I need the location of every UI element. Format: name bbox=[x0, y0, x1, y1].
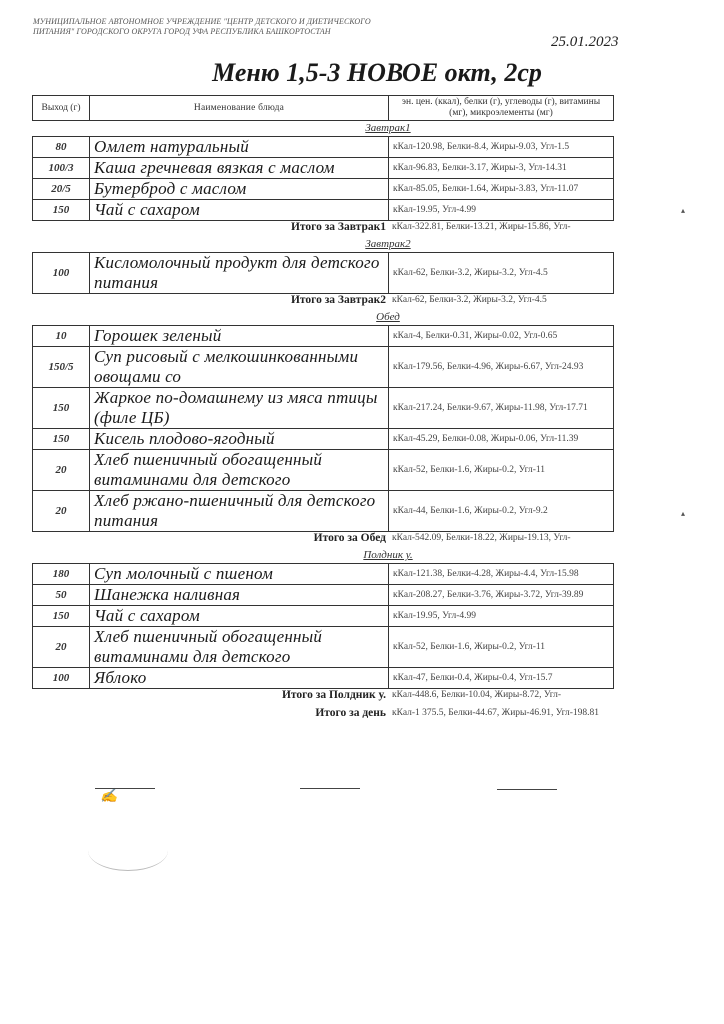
column-header-row bbox=[33, 96, 614, 121]
menu-item-row bbox=[33, 585, 614, 606]
page-title: Меню 1,5-3 НОВОЕ окт, 2ср bbox=[212, 58, 542, 87]
menu-item-dish: Чай с сахаром bbox=[90, 200, 389, 221]
menu-item-nutrition: кКал-52, Белки-1.6, Жиры-0.2, Угл-11 bbox=[389, 627, 614, 668]
signature-line-2 bbox=[300, 788, 360, 789]
menu-item-nutrition: кКал-4, Белки-0.31, Жиры-0.02, Угл-0.65 bbox=[389, 326, 614, 347]
menu-item-row bbox=[33, 179, 614, 200]
column-header-yield: Выход (г) bbox=[33, 96, 90, 121]
organization-name: МУНИЦИПАЛЬНОЕ АВТОНОМНОЕ УЧРЕЖДЕНИЕ "ЦЕНТР ДЕТСКОГО И ДИЕТИЧЕСКОГО ПИТАНИЯ" ГОРОДСКОГО ОКРУГА ГОРОД УФА РЕСПУБЛИКА БАШКОРТОСТАН bbox=[33, 17, 371, 36]
meal-total-row bbox=[32, 294, 614, 310]
column-header-dish: Наименование блюда bbox=[90, 96, 389, 121]
stamp-arc bbox=[88, 830, 168, 871]
menu-item-yield: 150 bbox=[33, 388, 90, 429]
menu-item-dish: Хлеб пшеничный обогащенный витаминами для детского bbox=[90, 450, 389, 491]
menu-item-yield: 150/5 bbox=[33, 347, 90, 388]
menu-item-row bbox=[33, 491, 614, 532]
meal-section-title: Полдник у. bbox=[363, 549, 413, 561]
meals-container bbox=[32, 121, 614, 705]
menu-item-nutrition: кКал-121.38, Белки-4.28, Жиры-4.4, Угл-15.98 bbox=[389, 564, 614, 585]
meal-section-title: Завтрак2 bbox=[365, 238, 411, 250]
meal-total-row bbox=[32, 221, 614, 237]
meal-table bbox=[32, 325, 614, 532]
menu-item-dish: Каша гречневая вязкая с маслом bbox=[90, 158, 389, 179]
menu-item-nutrition: кКал-208.27, Белки-3.76, Жиры-3.72, Угл-39.89 bbox=[389, 585, 614, 606]
menu-item-nutrition: кКал-47, Белки-0.4, Жиры-0.4, Угл-15.7 bbox=[389, 668, 614, 689]
menu-item-nutrition: кКал-217.24, Белки-9.67, Жиры-11.98, Угл-17.71 bbox=[389, 388, 614, 429]
menu-item-yield: 100/3 bbox=[33, 158, 90, 179]
menu-item-nutrition: кКал-85.05, Белки-1.64, Жиры-3.83, Угл-11.07 bbox=[389, 179, 614, 200]
day-total-row bbox=[32, 707, 614, 723]
menu-item-yield: 150 bbox=[33, 606, 90, 627]
menu-item-nutrition: кКал-44, Белки-1.6, Жиры-0.2, Угл-9.2 bbox=[389, 491, 614, 532]
meal-total-label: Итого за Завтрак2 bbox=[290, 294, 386, 306]
meal-section-title: Завтрак1 bbox=[365, 122, 411, 134]
menu-item-dish: Горошек зеленый bbox=[90, 326, 389, 347]
menu-item-yield: 150 bbox=[33, 200, 90, 221]
meal-total-row bbox=[32, 532, 614, 548]
scan-mark: ▴ bbox=[681, 206, 686, 215]
menu-item-row bbox=[33, 606, 614, 627]
menu-item-row bbox=[33, 564, 614, 585]
day-total-value: кКал-1 375.5, Белки-44.67, Жиры-46.91, Угл-198.81 bbox=[392, 708, 600, 718]
menu-item-dish: Суп рисовый с мелкошинкованными овощами со bbox=[90, 347, 389, 388]
menu-item-dish: Кисель плодово-ягодный bbox=[90, 429, 389, 450]
signature-line-3 bbox=[497, 789, 557, 790]
scan-mark: ▴ bbox=[681, 509, 686, 518]
menu-item-dish: Кисломолочный продукт для детского питания bbox=[90, 253, 389, 294]
menu-item-yield: 100 bbox=[33, 668, 90, 689]
meal-total-label: Итого за Завтрак1 bbox=[290, 221, 386, 233]
column-header-nutrition: эн. цен. (ккал), белки (г), углеводы (г), витамины (мг), микроэлементы (мг) bbox=[389, 96, 614, 121]
menu-item-row bbox=[33, 158, 614, 179]
menu-item-nutrition: кКал-45.29, Белки-0.08, Жиры-0.06, Угл-11.39 bbox=[389, 429, 614, 450]
menu-item-dish: Суп молочный с пшеном bbox=[90, 564, 389, 585]
menu-item-yield: 180 bbox=[33, 564, 90, 585]
menu-item-dish: Хлеб пшеничный обогащенный витаминами для детского bbox=[90, 627, 389, 668]
menu-item-row bbox=[33, 388, 614, 429]
menu-item-row bbox=[33, 253, 614, 294]
menu-item-yield: 150 bbox=[33, 429, 90, 450]
menu-item-nutrition: кКал-52, Белки-1.6, Жиры-0.2, Угл-11 bbox=[389, 450, 614, 491]
menu-item-yield: 20/5 bbox=[33, 179, 90, 200]
document-date: 25.01.2023 bbox=[551, 34, 619, 50]
menu-item-yield: 50 bbox=[33, 585, 90, 606]
meal-total-value: кКал-542.09, Белки-18.22, Жиры-19.13, Угл- bbox=[392, 533, 571, 543]
menu-item-dish: Бутерброд с маслом bbox=[90, 179, 389, 200]
menu-item-row bbox=[33, 326, 614, 347]
menu-item-nutrition: кКал-19.95, Угл-4.99 bbox=[389, 606, 614, 627]
meal-total-value: кКал-322.81, Белки-13.21, Жиры-15.86, Угл- bbox=[392, 222, 571, 232]
menu-item-dish: Шанежка наливная bbox=[90, 585, 389, 606]
day-total-label: Итого за день bbox=[315, 707, 386, 719]
menu-sheet bbox=[32, 95, 614, 723]
menu-item-row bbox=[33, 137, 614, 158]
menu-item-row bbox=[33, 429, 614, 450]
menu-item-nutrition: кКал-179.56, Белки-4.96, Жиры-6.67, Угл-24.93 bbox=[389, 347, 614, 388]
meal-table bbox=[32, 136, 614, 221]
meal-total-row bbox=[32, 689, 614, 705]
menu-item-yield: 100 bbox=[33, 253, 90, 294]
meal-total-value: кКал-62, Белки-3.2, Жиры-3.2, Угл-4.5 bbox=[392, 295, 547, 305]
menu-item-dish: Омлет натуральный bbox=[90, 137, 389, 158]
menu-item-dish: Жаркое по-домашнему из мяса птицы (филе ЦБ) bbox=[90, 388, 389, 429]
meal-total-label: Итого за Обед bbox=[313, 532, 386, 544]
menu-item-yield: 20 bbox=[33, 491, 90, 532]
menu-item-yield: 20 bbox=[33, 627, 90, 668]
menu-item-nutrition: кКал-19.95, Угл-4.99 bbox=[389, 200, 614, 221]
menu-item-row bbox=[33, 347, 614, 388]
column-header-table bbox=[32, 95, 614, 121]
meal-table bbox=[32, 563, 614, 689]
menu-item-dish: Яблоко bbox=[90, 668, 389, 689]
meal-section-title: Обед bbox=[376, 311, 400, 323]
menu-item-nutrition: кКал-120.98, Белки-8.4, Жиры-9.03, Угл-1.5 bbox=[389, 137, 614, 158]
menu-item-yield: 20 bbox=[33, 450, 90, 491]
meal-table bbox=[32, 252, 614, 294]
meal-total-value: кКал-448.6, Белки-10.04, Жиры-8.72, Угл- bbox=[392, 690, 562, 700]
menu-item-yield: 10 bbox=[33, 326, 90, 347]
menu-item-nutrition: кКал-62, Белки-3.2, Жиры-3.2, Угл-4.5 bbox=[389, 253, 614, 294]
menu-item-dish: Чай с сахаром bbox=[90, 606, 389, 627]
signature-line-1 bbox=[95, 788, 155, 789]
menu-item-row bbox=[33, 668, 614, 689]
menu-item-nutrition: кКал-96.83, Белки-3.17, Жиры-3, Угл-14.31 bbox=[389, 158, 614, 179]
menu-item-row bbox=[33, 200, 614, 221]
menu-item-row bbox=[33, 627, 614, 668]
menu-item-yield: 80 bbox=[33, 137, 90, 158]
signature-scribble: ✍ bbox=[100, 789, 118, 804]
menu-item-row bbox=[33, 450, 614, 491]
menu-item-dish: Хлеб ржано-пшеничный для детского питания bbox=[90, 491, 389, 532]
meal-total-label: Итого за Полдник у. bbox=[281, 689, 386, 701]
